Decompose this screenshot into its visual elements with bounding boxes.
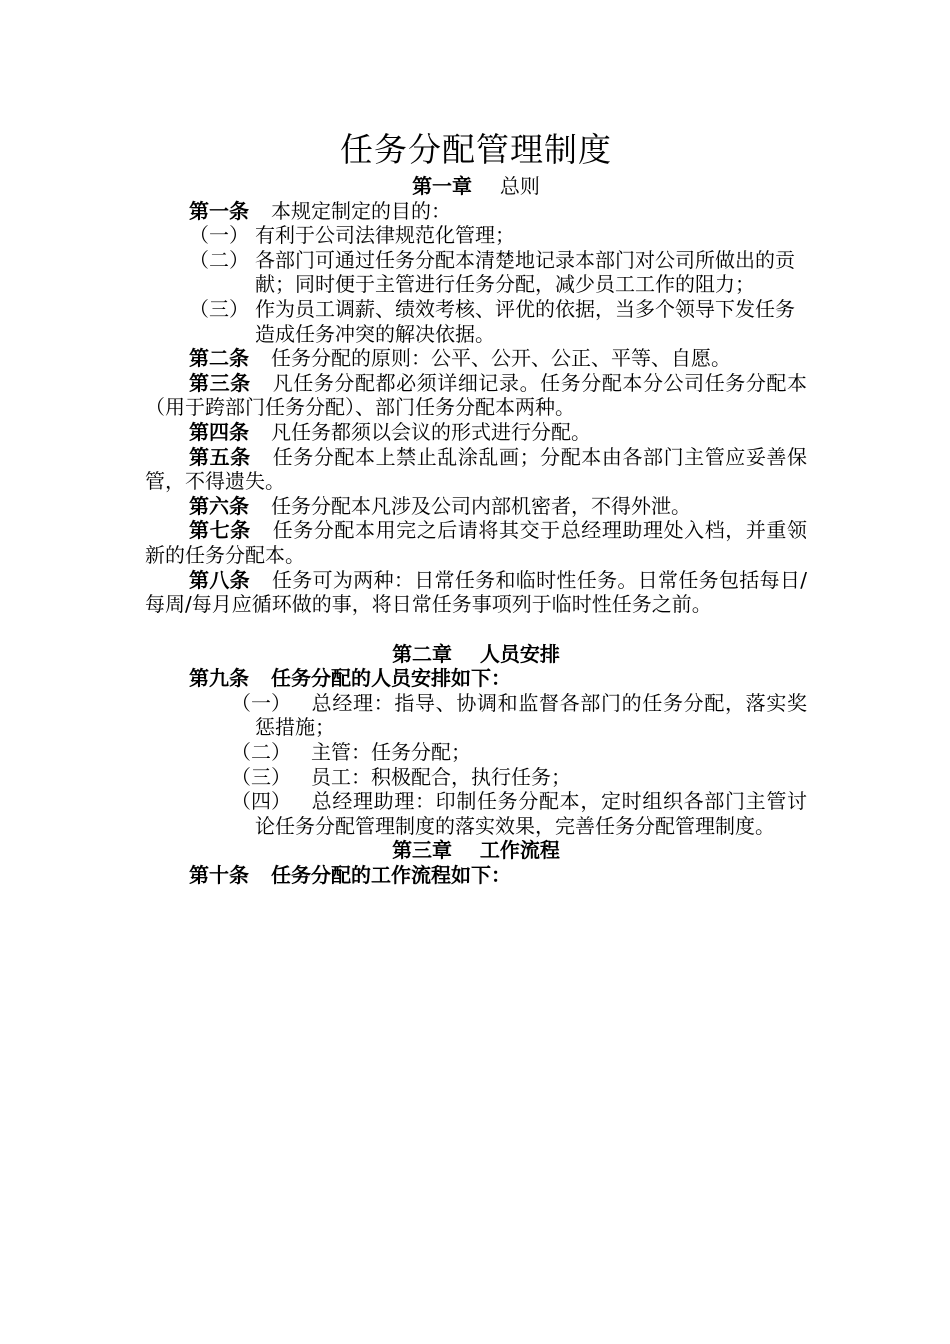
list-item (145, 789, 807, 838)
item-number: （四） (231, 789, 291, 814)
article-number: 第十条 (189, 863, 249, 888)
chapter-name: 工作流程 (479, 838, 560, 863)
chapter-number: 第三章 (392, 838, 453, 863)
list-item (145, 740, 807, 765)
article-number: 第八条 (189, 567, 250, 592)
list-item (145, 248, 807, 297)
article-1 (145, 199, 807, 224)
article-5 (145, 445, 807, 494)
article-text: 任务分配本上禁止乱涂乱画；分配本由各部门主管应妥善保管，不得遗失。 (145, 444, 808, 494)
list-item (145, 765, 807, 790)
article-9 (145, 666, 807, 691)
list-item (145, 691, 807, 740)
item-text: 有利于公司法律规范化管理； (255, 223, 515, 248)
article-text: 任务分配本用完之后请将其交于总经理助理处入档，并重领新的任务分配本。 (145, 518, 808, 567)
article-6 (145, 494, 807, 519)
item-number: （一） (189, 223, 249, 248)
article-number: 第三条 (189, 370, 251, 395)
chapter-name: 人员安排 (479, 641, 560, 666)
item-number: （二） (189, 247, 249, 272)
item-text: 员工：积极配合，执行任务； (311, 764, 571, 789)
chapter-heading (145, 642, 807, 667)
article-text: 任务分配的原则：公平、公开、公正、平等、自愿。 (271, 346, 731, 371)
article-3 (145, 371, 807, 420)
chapter-number: 第二章 (392, 641, 453, 666)
article-text: 本规定制定的目的： (271, 198, 451, 223)
item-text: 作为员工调薪、绩效考核、评优的依据，当多个领导下发任务造成任务冲突的解决依据。 (255, 296, 795, 346)
item-text: 主管：任务分配； (311, 740, 471, 765)
item-text: 各部门可通过任务分配本清楚地记录本部门对公司所做出的贡献；同时便于主管进行任务分配，减少员工工作的阻力； (255, 247, 795, 297)
article-number: 第一条 (189, 198, 249, 223)
article-text: 凡任务分配都必须详细记录。任务分配本分公司任务分配本（用于跨部门任务分配）、部门任务分配本两种。 (145, 370, 808, 420)
article-number: 第四条 (189, 419, 249, 444)
chapter-heading (145, 838, 807, 863)
item-number: （二） (231, 740, 291, 765)
article-number: 第五条 (189, 444, 251, 469)
document-title: 任务分配管理制度 (340, 130, 612, 169)
list-item (145, 297, 807, 346)
article-7 (145, 518, 807, 567)
document-body (145, 128, 807, 888)
article-number: 第六条 (189, 493, 249, 518)
chapter-number: 第一章 (412, 174, 473, 198)
item-text: 总经理助理：印制任务分配本，定时组织各部门主管讨论任务分配管理制度的落实效果，完善任务分配管理制度。 (255, 789, 807, 838)
item-text: 总经理：指导、协调和监督各部门的任务分配，落实奖惩措施； (255, 690, 807, 740)
item-number: （三） (231, 764, 291, 789)
item-number: （一） (231, 690, 291, 715)
article-8 (145, 568, 807, 617)
chapter-heading (145, 174, 807, 199)
article-text: 任务分配的工作流程如下： (271, 863, 511, 888)
article-2 (145, 346, 807, 371)
article-text: 任务可为两种：日常任务和临时性任务。日常任务包括每日/每周/每月应循环做的事，将日常任务事项列于临时性任务之前。 (145, 567, 807, 617)
chapter-name: 总则 (499, 174, 540, 198)
list-item (145, 223, 807, 248)
article-number: 第七条 (189, 518, 251, 543)
article-text: 凡任务都须以会议的形式进行分配。 (271, 419, 591, 444)
article-4 (145, 420, 807, 445)
item-number: （三） (189, 296, 249, 321)
article-number: 第二条 (189, 346, 249, 371)
article-text: 任务分配本凡涉及公司内部机密者，不得外泄。 (271, 493, 691, 518)
article-text: 任务分配的人员安排如下： (271, 666, 511, 691)
article-number: 第九条 (189, 666, 249, 691)
article-10 (145, 863, 807, 888)
